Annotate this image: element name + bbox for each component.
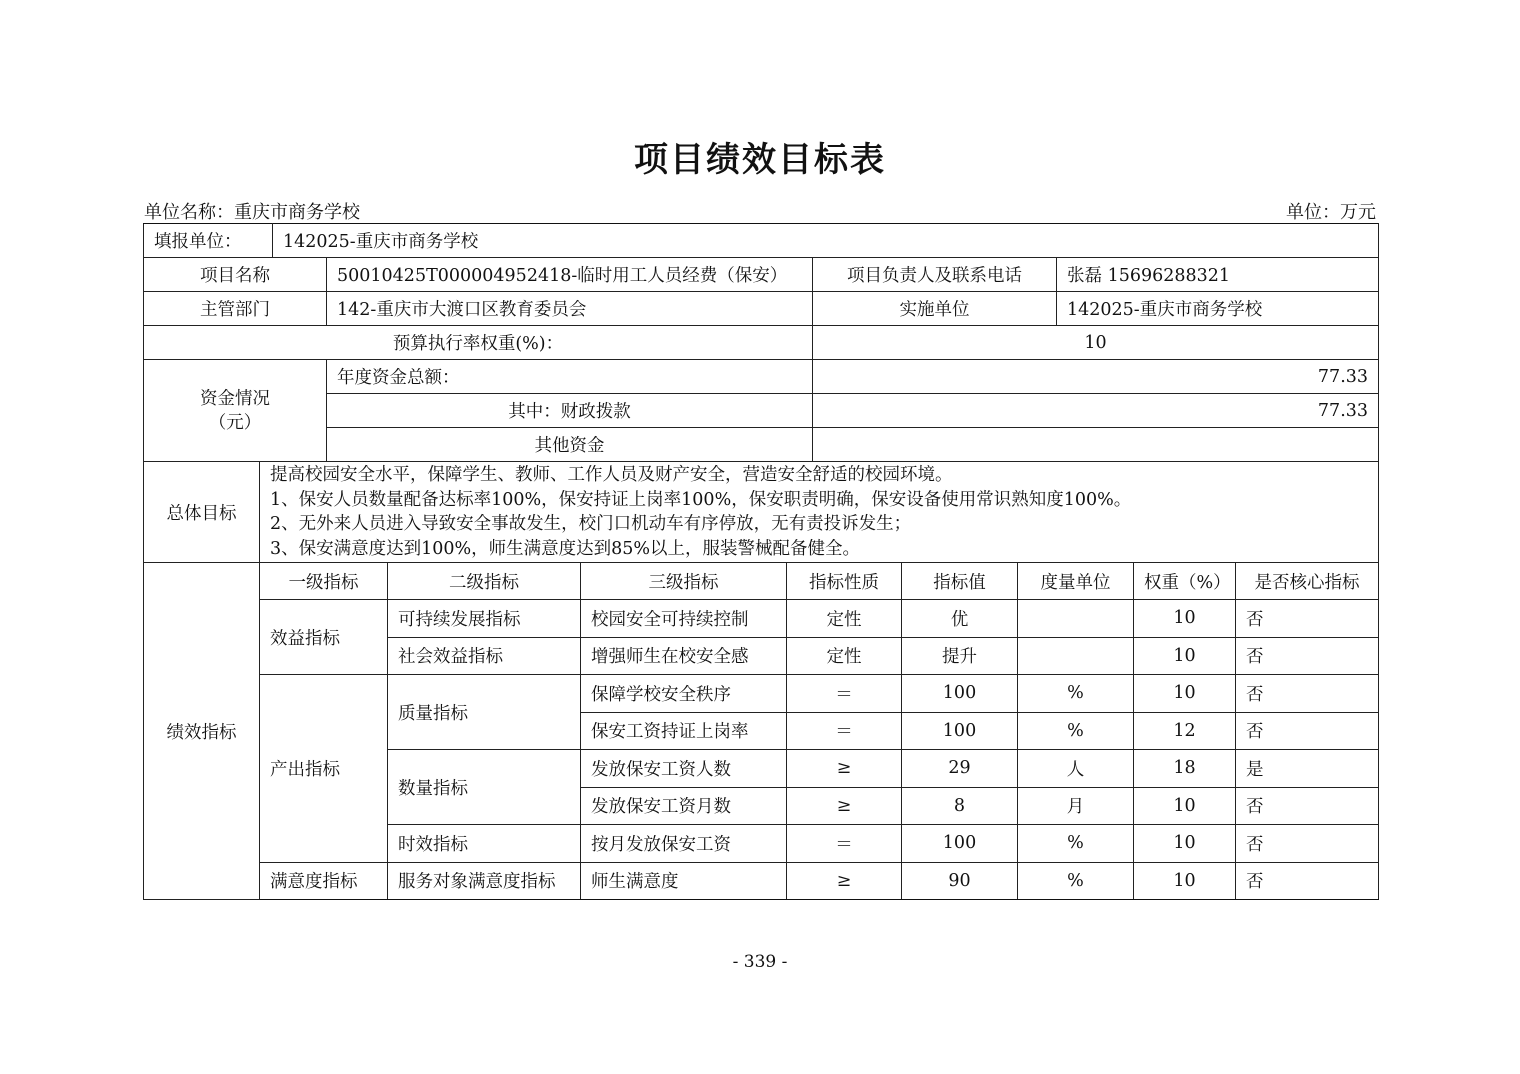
- unit-cell: [1018, 637, 1134, 675]
- col-header-level1: 一级指标: [260, 563, 388, 600]
- nature-cell: ＝: [787, 712, 902, 750]
- page-title: 项目绩效目标表: [634, 140, 886, 180]
- nature-cell: ≥: [787, 862, 902, 900]
- weight-cell: 12: [1134, 712, 1236, 750]
- level3-cell: 增强师生在校安全感: [581, 637, 787, 675]
- core-cell: 否: [1236, 825, 1379, 863]
- implementing-unit-label: 实施单位: [813, 292, 1057, 326]
- core-cell: 否: [1236, 712, 1379, 750]
- value-cell: 提升: [902, 637, 1018, 675]
- weight-cell: 10: [1134, 787, 1236, 825]
- funds-label-line1: 资金情况: [200, 388, 270, 409]
- goal-line: 2、无外来人员进入导致安全事故发生，校门口机动车有序停放，无有责投诉发生；: [270, 514, 912, 534]
- level3-cell: 保障学校安全秩序: [581, 675, 787, 713]
- level3-cell: 保安工资持证上岗率: [581, 712, 787, 750]
- manager-label: 项目负责人及联系电话: [813, 258, 1057, 292]
- nature-cell: 定性: [787, 600, 902, 638]
- performance-section-label: 绩效指标: [144, 563, 260, 900]
- nature-cell: 定性: [787, 637, 902, 675]
- unit-cell: %: [1018, 825, 1134, 863]
- weight-cell: 10: [1134, 862, 1236, 900]
- budget-rate-row: [144, 326, 1379, 360]
- value-cell: 29: [902, 750, 1018, 788]
- unit-cell: %: [1018, 712, 1134, 750]
- weight-cell: 10: [1134, 825, 1236, 863]
- project-name-value: 50010425T000004952418-临时用工人员经费（保安）: [327, 258, 813, 292]
- goal-line: 提高校园安全水平，保障学生、教师、工作人员及财产安全，营造安全舒适的校园环境。: [270, 465, 953, 485]
- nature-cell: ≥: [787, 750, 902, 788]
- funds-other-value: [813, 428, 1379, 462]
- overall-goal-text: [260, 462, 1379, 563]
- level3-cell: 发放保安工资人数: [581, 750, 787, 788]
- core-cell: 是: [1236, 750, 1379, 788]
- level3-cell: 校园安全可持续控制: [581, 600, 787, 638]
- goal-line: 1、保安人员数量配备达标率100%，保安持证上岗率100%，保安职责明确，保安设备使用常识熟知度100%。: [270, 489, 1132, 510]
- level2-cell: 质量指标: [388, 675, 581, 750]
- nature-cell: ≥: [787, 787, 902, 825]
- table-row: [144, 675, 1379, 713]
- level1-benefit: 效益指标: [260, 600, 388, 675]
- unit-cell: %: [1018, 675, 1134, 713]
- level2-cell: 服务对象满意度指标: [388, 862, 581, 900]
- col-header-level3: 三级指标: [581, 563, 787, 600]
- level3-cell: 发放保安工资月数: [581, 787, 787, 825]
- unit-cell: 月: [1018, 787, 1134, 825]
- level1-satisfaction: 满意度指标: [260, 862, 388, 900]
- funds-total-value: 77.33: [813, 360, 1379, 394]
- value-cell: 100: [902, 712, 1018, 750]
- weight-cell: 10: [1134, 675, 1236, 713]
- funds-fiscal-row: [144, 394, 1379, 428]
- unit-cell: [1018, 600, 1134, 638]
- value-cell: 90: [902, 862, 1018, 900]
- core-cell: 否: [1236, 600, 1379, 638]
- col-header-core: 是否核心指标: [1236, 563, 1379, 600]
- level2-cell: 数量指标: [388, 750, 581, 825]
- unit-name-label: 单位名称：重庆市商务学校: [144, 202, 360, 223]
- budget-rate-label: 预算执行率权重(%)：: [144, 326, 813, 360]
- funds-fiscal-label: 其中：财政拨款: [327, 394, 813, 428]
- level2-cell: 时效指标: [388, 825, 581, 863]
- project-info-table: [143, 223, 1379, 563]
- funds-total-label: 年度资金总额：: [327, 360, 813, 394]
- col-header-nature: 指标性质: [787, 563, 902, 600]
- overall-goal-label: 总体目标: [144, 462, 260, 563]
- page-number: - 339 -: [732, 952, 788, 972]
- col-header-value: 指标值: [902, 563, 1018, 600]
- level2-cell: 社会效益指标: [388, 637, 581, 675]
- value-cell: 8: [902, 787, 1018, 825]
- value-cell: 100: [902, 825, 1018, 863]
- fill-unit-label: 填报单位：: [144, 224, 273, 258]
- overall-goal-row: [144, 462, 1379, 563]
- funds-label-line2: （元）: [208, 412, 262, 433]
- project-name-row: [144, 258, 1379, 292]
- performance-indicator-table: [143, 562, 1379, 900]
- department-value: 142-重庆市大渡口区教育委员会: [327, 292, 813, 326]
- unit-cell: 人: [1018, 750, 1134, 788]
- funds-other-label: 其他资金: [327, 428, 813, 462]
- funds-fiscal-value: 77.33: [813, 394, 1379, 428]
- level2-cell: 可持续发展指标: [388, 600, 581, 638]
- value-cell: 优: [902, 600, 1018, 638]
- core-cell: 否: [1236, 787, 1379, 825]
- goal-line: 3、保安满意度达到100%，师生满意度达到85%以上，服装警械配备健全。: [270, 538, 861, 559]
- weight-cell: 18: [1134, 750, 1236, 788]
- core-cell: 否: [1236, 675, 1379, 713]
- indicator-header-row: [144, 563, 1379, 600]
- manager-value: 张磊 15696288321: [1057, 258, 1379, 292]
- weight-cell: 10: [1134, 637, 1236, 675]
- budget-rate-value: 10: [813, 326, 1379, 360]
- department-row: [144, 292, 1379, 326]
- level3-cell: 师生满意度: [581, 862, 787, 900]
- funds-total-row: [144, 360, 1379, 394]
- fill-unit-row: [144, 224, 1379, 258]
- nature-cell: ＝: [787, 675, 902, 713]
- unit-cell: %: [1018, 862, 1134, 900]
- funds-other-row: [144, 428, 1379, 462]
- fill-unit-value: 142025-重庆市商务学校: [273, 224, 1379, 258]
- col-header-level2: 二级指标: [388, 563, 581, 600]
- nature-cell: ＝: [787, 825, 902, 863]
- value-cell: 100: [902, 675, 1018, 713]
- implementing-unit-value: 142025-重庆市商务学校: [1057, 292, 1379, 326]
- project-name-label: 项目名称: [144, 258, 327, 292]
- core-cell: 否: [1236, 637, 1379, 675]
- funds-label: [144, 360, 327, 462]
- col-header-weight: 权重（%）: [1134, 563, 1236, 600]
- level3-cell: 按月发放保安工资: [581, 825, 787, 863]
- core-cell: 否: [1236, 862, 1379, 900]
- col-header-unit: 度量单位: [1018, 563, 1134, 600]
- department-label: 主管部门: [144, 292, 327, 326]
- level1-output: 产出指标: [260, 675, 388, 863]
- currency-unit-label: 单位：万元: [1286, 202, 1376, 223]
- table-row: [144, 862, 1379, 900]
- weight-cell: 10: [1134, 600, 1236, 638]
- table-row: [144, 600, 1379, 638]
